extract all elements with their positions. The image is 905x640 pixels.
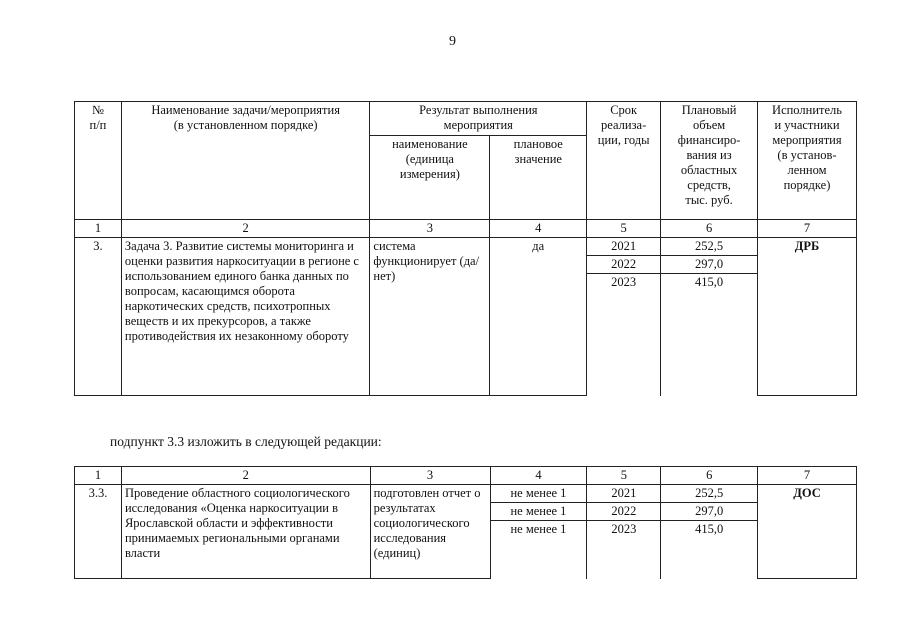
col-number: 5 <box>587 467 661 485</box>
row-task: Проведение областного социологического исследования «Оценка наркоситуации в Ярославской области и эффективности принимаемых региональными органами власти <box>121 485 370 579</box>
header-result-name: наименование (единица измерения) <box>370 136 490 220</box>
col-number: 4 <box>490 220 587 238</box>
row-num: 3.3. <box>75 485 122 579</box>
col-number: 3 <box>370 220 490 238</box>
row-year: 2022 <box>587 256 661 274</box>
amendment-note: подпункт 3.3 изложить в следующей редакции: <box>110 434 382 449</box>
col-number: 2 <box>121 467 370 485</box>
col-number: 1 <box>75 220 122 238</box>
plan-table-task-3 <box>74 101 857 396</box>
header-result-value: плановое значение <box>490 136 587 220</box>
header-num: № п/п <box>75 102 122 220</box>
row-finance: 415,0 <box>661 274 758 396</box>
row-year: 2021 <box>587 485 661 503</box>
col-number: 4 <box>490 467 587 485</box>
row-result-name: система функционирует (да/нет) <box>370 238 490 396</box>
row-finance: 415,0 <box>661 521 758 579</box>
header-task: Наименование задачи/мероприятия (в установленном порядке) <box>121 102 370 220</box>
col-number: 2 <box>121 220 370 238</box>
row-finance: 297,0 <box>661 256 758 274</box>
col-number: 1 <box>75 467 122 485</box>
row-finance: 297,0 <box>661 503 758 521</box>
row-task: Задача 3. Развитие системы мониторинга и оценки развития наркоситуации в регионе с использованием единого банка данных по вопросам, касающимся оборота наркотических средств, психотропных веществ и их прекурсоров, а также противодействия их незаконному обороту <box>121 238 370 396</box>
header-result: Результат выполнения мероприятия <box>370 102 587 136</box>
row-result-value: не менее 1 <box>490 521 587 579</box>
header-term: Срок реализа- ции, годы <box>587 102 661 220</box>
header-executor: Исполнитель и участники мероприятия (в установ- ленном порядке) <box>758 102 857 220</box>
col-number: 5 <box>587 220 661 238</box>
row-finance: 252,5 <box>661 238 758 256</box>
row-year: 2023 <box>587 521 661 579</box>
row-executor: ДРБ <box>758 238 857 396</box>
row-finance: 252,5 <box>661 485 758 503</box>
page-number: 9 <box>449 34 456 49</box>
row-year: 2021 <box>587 238 661 256</box>
col-number: 6 <box>661 467 758 485</box>
row-result-value: не менее 1 <box>490 503 587 521</box>
row-executor: ДОС <box>758 485 857 579</box>
row-result-value: да <box>490 238 587 396</box>
row-num: 3. <box>75 238 122 396</box>
plan-table-item-3-3 <box>74 466 857 579</box>
row-year: 2023 <box>587 274 661 396</box>
header-finance: Плановый объем финансиро- вания из областных средств, тыс. руб. <box>661 102 758 220</box>
col-number: 7 <box>758 467 857 485</box>
row-year: 2022 <box>587 503 661 521</box>
col-number: 7 <box>758 220 857 238</box>
row-result-name: подготовлен отчет о результатах социологического исследования (единиц) <box>370 485 490 579</box>
col-number: 6 <box>661 220 758 238</box>
col-number: 3 <box>370 467 490 485</box>
row-result-value: не менее 1 <box>490 485 587 503</box>
